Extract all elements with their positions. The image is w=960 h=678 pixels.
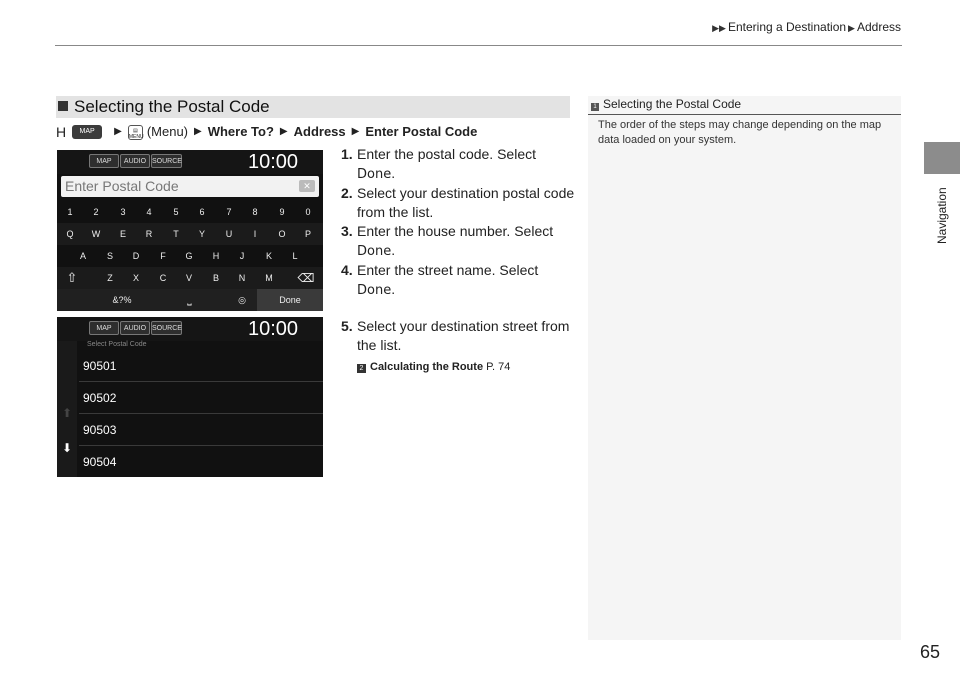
double-arrow-icon: ▶▶ [712, 23, 726, 33]
key[interactable]: 9 [279, 207, 285, 217]
arrow-icon: ▶ [279, 126, 288, 137]
screen-top-bar [57, 317, 323, 341]
source-button[interactable]: SOURCE [151, 154, 182, 168]
key[interactable]: 6 [199, 207, 205, 217]
key[interactable]: V [185, 273, 192, 283]
list-item[interactable]: 90502 [79, 383, 323, 414]
key[interactable]: N [238, 273, 246, 283]
step-text: Enter the street name. Select [357, 262, 539, 278]
scroll-down-icon[interactable]: ⬇ [62, 441, 73, 455]
step-number: 4. [341, 262, 353, 278]
key[interactable]: J [239, 251, 245, 261]
key[interactable]: W [91, 229, 101, 239]
chapter-tab [924, 178, 960, 248]
map-button[interactable]: MAP [89, 154, 119, 168]
keyboard-row-qwerty [57, 223, 323, 245]
audio-button[interactable]: AUDIO [120, 154, 150, 168]
screenshot-enter-postal-code [57, 150, 323, 311]
arrow-icon: ▶ [848, 23, 855, 33]
map-button[interactable]: MAP [89, 321, 119, 335]
path-item-enter-postal-code: Enter Postal Code [365, 124, 478, 139]
navigation-path [56, 123, 477, 141]
step-text: Enter the house number. Select [357, 223, 554, 239]
list-item[interactable]: 90503 [79, 415, 323, 446]
key[interactable]: 4 [146, 207, 152, 217]
shift-icon[interactable]: ⇧ [66, 270, 78, 285]
breadcrumb [710, 20, 901, 34]
header-divider [55, 45, 902, 46]
step-3 [341, 222, 576, 261]
menu-label: (Menu) [146, 124, 189, 139]
key[interactable]: A [79, 251, 86, 261]
space-icon[interactable]: ⎵ [187, 294, 192, 306]
step-1 [341, 145, 576, 184]
clear-icon[interactable]: ✕ [299, 180, 315, 192]
reference-page: P. 74 [486, 361, 511, 373]
section-heading [56, 96, 570, 118]
step-5 [341, 317, 576, 355]
key[interactable]: K [265, 251, 272, 261]
scroll-bar[interactable] [57, 341, 77, 477]
postal-code-input[interactable] [61, 176, 319, 197]
arrow-icon: ▶ [194, 126, 202, 137]
key[interactable]: M [265, 273, 273, 283]
scroll-up-icon[interactable]: ⬆ [62, 406, 73, 420]
key[interactable]: 7 [226, 207, 232, 217]
key[interactable]: Y [198, 229, 205, 239]
keyboard-bottom-row [57, 289, 323, 311]
symbols-key[interactable]: &?% [112, 295, 132, 305]
side-note-heading [588, 96, 901, 115]
voice-icon[interactable]: ◎ [238, 295, 246, 305]
keyboard-row-digits [57, 201, 323, 223]
backspace-icon[interactable]: ⌫ [297, 271, 315, 285]
postal-code-placeholder: Enter Postal Code [65, 178, 179, 194]
step-end: . [391, 242, 396, 258]
key[interactable]: 3 [120, 207, 126, 217]
breadcrumb-item[interactable]: Entering a Destination [727, 20, 847, 34]
list-item[interactable]: 90504 [79, 447, 323, 477]
step-number: 1. [341, 146, 353, 162]
chapter-tab-label: Navigation [935, 187, 949, 244]
path-item-address: Address [293, 124, 346, 139]
arrow-icon: ▶ [114, 126, 122, 137]
step-text: Select your destination street from the list. [357, 318, 570, 353]
step-list [341, 145, 576, 377]
breadcrumb-item[interactable]: Address [856, 20, 901, 34]
step-text: Select your destination postal code from the list. [357, 185, 575, 220]
clock: 10:00 [248, 318, 299, 340]
step-end: . [391, 281, 396, 297]
key[interactable]: X [132, 273, 139, 283]
path-item-where-to: Where To? [207, 124, 274, 139]
home-icon: H [56, 124, 67, 140]
key[interactable]: G [185, 251, 193, 261]
key[interactable]: S [106, 251, 113, 261]
key[interactable]: 1 [67, 207, 73, 217]
key[interactable]: U [225, 229, 233, 239]
side-note [588, 96, 901, 640]
key[interactable]: 0 [305, 207, 311, 217]
key[interactable]: E [119, 229, 126, 239]
key[interactable]: 2 [93, 207, 99, 217]
key[interactable]: T [173, 229, 179, 239]
keyboard-row-asdf [57, 245, 323, 267]
key[interactable]: 8 [252, 207, 258, 217]
key[interactable]: H [212, 251, 220, 261]
chapter-tab-marker [924, 142, 960, 174]
done-button[interactable]: Done [257, 289, 323, 311]
key[interactable]: F [160, 251, 166, 261]
key[interactable]: D [132, 251, 140, 261]
side-note-title: Selecting the Postal Code [603, 97, 742, 111]
step-end: . [391, 165, 396, 181]
audio-button[interactable]: AUDIO [120, 321, 150, 335]
step-number: 3. [341, 223, 353, 239]
section-title: Selecting the Postal Code [74, 97, 270, 116]
side-note-body: The order of the steps may change depending on the map data loaded on your system. [598, 119, 882, 146]
list-item[interactable]: 90501 [79, 351, 323, 382]
key[interactable]: Q [66, 229, 74, 239]
list-title: Select Postal Code [87, 341, 147, 348]
keyboard-row-zxcv [57, 267, 323, 289]
key[interactable]: 5 [173, 207, 179, 217]
key[interactable]: L [292, 251, 298, 261]
step-2 [341, 184, 576, 222]
cross-reference[interactable] [341, 358, 576, 377]
square-bullet-icon [58, 101, 68, 111]
screen-top-bar [57, 150, 323, 174]
map-button-icon: MAP [72, 125, 102, 139]
source-button[interactable]: SOURCE [151, 321, 182, 335]
key[interactable]: I [253, 229, 257, 239]
step-key-done: Done [357, 244, 392, 259]
step-text: Enter the postal code. Select [357, 146, 536, 162]
key[interactable]: P [304, 229, 311, 239]
key[interactable]: B [212, 273, 219, 283]
clock: 10:00 [248, 151, 299, 173]
key[interactable]: O [278, 229, 286, 239]
note-icon: 1 [591, 103, 599, 111]
page-number: 65 [919, 642, 940, 662]
menu-icon: ▤ MENU [128, 125, 143, 140]
step-key-done: Done [357, 167, 392, 182]
key[interactable]: R [145, 229, 153, 239]
step-number: 2. [341, 185, 353, 201]
step-4 [341, 261, 576, 300]
step-key-done: Done [357, 283, 392, 298]
reference-label[interactable]: Calculating the Route [370, 361, 484, 373]
key[interactable]: C [159, 273, 167, 283]
arrow-icon: ▶ [351, 126, 360, 137]
key[interactable]: Z [107, 273, 113, 283]
reference-icon: 2 [357, 364, 366, 373]
screenshot-select-postal-code [57, 317, 323, 477]
step-number: 5. [341, 318, 353, 334]
